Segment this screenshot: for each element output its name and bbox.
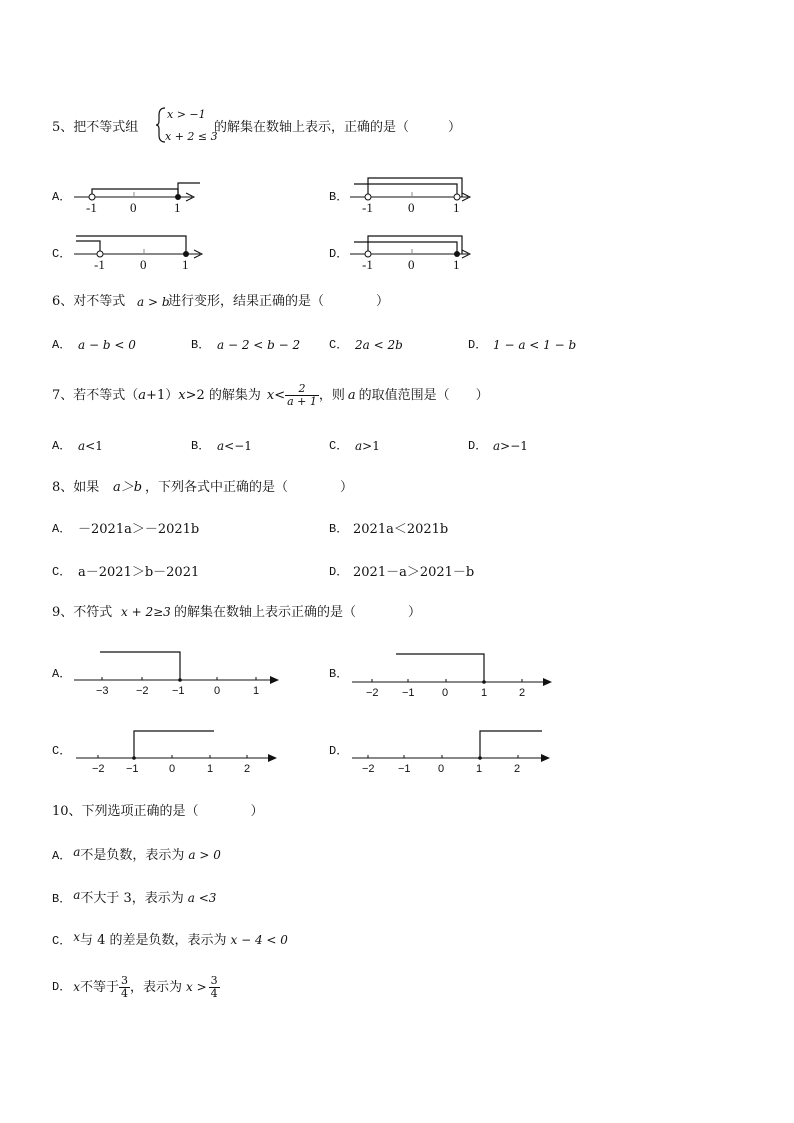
q6-option-d-label[interactable]: D． — [468, 338, 488, 352]
q7-stem-part: >2 的解集为 — [185, 387, 261, 403]
tick-label: −2 — [92, 763, 105, 775]
q10-option-d[interactable] — [52, 970, 220, 1004]
tick-label: −2 — [366, 687, 379, 699]
option-label: B． — [52, 892, 72, 906]
tick-label: 0 — [140, 257, 147, 272]
q8-option-a-expression[interactable]: －2021a＞－2021b — [78, 522, 200, 537]
option-text: ，表示为 — [130, 979, 183, 995]
q10-stem: 10、下列选项正确的是（ ） — [52, 804, 264, 819]
option-expression: x − 4 < 0 — [230, 933, 288, 947]
q6-option-c-expression[interactable]: 2a < 2b — [355, 338, 403, 352]
q10-option-c[interactable] — [52, 931, 288, 947]
tick-label: −2 — [136, 685, 149, 697]
q9-option-a-label[interactable]: A． — [52, 667, 72, 681]
tick-label: 0 — [169, 763, 176, 775]
option-fraction — [119, 975, 130, 999]
tick-label: −1 — [398, 763, 411, 775]
q6-option-d-expression[interactable]: 1 − a < 1 − b — [493, 338, 577, 352]
q7-var-a: a — [138, 387, 147, 403]
tick-label: 0 — [214, 685, 221, 697]
q9-option-c-number-line[interactable] — [76, 728, 291, 778]
tick-label: 2 — [514, 763, 521, 775]
tick-label: 2 — [519, 687, 526, 699]
tick-label: −1 — [402, 687, 415, 699]
q7-fraction — [285, 383, 319, 407]
tick-label: 1 — [174, 200, 181, 215]
tick-label: −2 — [362, 763, 375, 775]
option-text: 不大于 3，表示为 — [80, 891, 184, 906]
tick-label: 1 — [453, 257, 460, 272]
tick-label: 2 — [244, 763, 251, 775]
fraction-denominator: a + 1 — [287, 394, 317, 408]
option-expression: x > — [186, 980, 207, 994]
q8-option-b-label[interactable]: B． — [329, 522, 349, 536]
q6-stem-expression: a > b — [137, 295, 170, 309]
q7-var-a: a — [347, 387, 356, 403]
q7-stem-part: ，则 — [318, 387, 345, 403]
q5-lead: 5、把不等式组 — [52, 120, 139, 135]
q8-option-b-expression[interactable]: 2021a＜2021b — [353, 522, 449, 537]
option-label: A． — [52, 849, 72, 863]
tick-label: −3 — [96, 685, 109, 697]
option-text: 与 4 的差是负数，表示为 — [79, 933, 227, 948]
q8-option-d-expression[interactable]: 2021－a＞2021－b — [353, 565, 475, 580]
q5-option-a-label[interactable]: A． — [52, 190, 72, 204]
q6-option-c-label[interactable]: C． — [329, 338, 349, 352]
q7-stem-part: 7、若不等式（ — [52, 387, 139, 403]
q6-stem-end: 进行变形，结果正确的是（ ） — [168, 294, 390, 309]
q8-stem-start: 8、如果 — [52, 480, 100, 495]
q8-option-d-label[interactable]: D． — [329, 565, 349, 579]
tick-label: -1 — [86, 200, 97, 215]
tick-label: 1 — [207, 763, 214, 775]
q5-option-c-number-line[interactable] — [74, 235, 214, 275]
q5-option-c-label[interactable]: C． — [52, 247, 72, 261]
q8-option-a-label[interactable]: A． — [52, 522, 72, 536]
option-text: 不是负数，表示为 — [80, 848, 185, 863]
q7-option-d-expression[interactable]: a>−1 — [493, 439, 528, 453]
q7-var-x: x — [266, 387, 275, 403]
q5-system-line-1: x > −1 — [167, 108, 206, 121]
fraction-numerator: 3 — [121, 973, 128, 987]
option-variable: a — [73, 845, 81, 859]
q5-option-d-number-line[interactable] — [350, 235, 490, 275]
tick-label: 0 — [438, 763, 445, 775]
q5-tail: 的解集在数轴上表示，正确的是（ ） — [214, 120, 462, 135]
q8-option-c-expression[interactable]: a－2021＞b－2021 — [78, 565, 200, 580]
q7-less-than: < — [274, 387, 286, 403]
fraction-denominator: 4 — [210, 986, 218, 1000]
q7-option-c-label[interactable]: C． — [329, 439, 349, 453]
fraction-denominator: 4 — [121, 986, 128, 1000]
q5-option-a-number-line[interactable] — [74, 178, 214, 218]
option-expression: a > 0 — [188, 848, 221, 862]
option-fraction — [209, 975, 220, 999]
tick-label: 1 — [253, 685, 260, 697]
q8-stem-expression: a＞b — [113, 480, 143, 495]
q8-option-c-label[interactable]: C． — [52, 565, 72, 579]
q5-option-b-label[interactable]: B． — [329, 190, 349, 204]
fraction-numerator: 2 — [285, 383, 319, 396]
q5-system-line-2: x + 2 ≤ 3 — [165, 130, 218, 143]
option-variable: x — [73, 980, 80, 994]
q6-option-b-label[interactable]: B． — [191, 338, 211, 352]
q9-option-d-label[interactable]: D． — [329, 744, 349, 758]
q7-option-b-expression[interactable]: a<−1 — [217, 439, 252, 453]
tick-label: −1 — [126, 763, 139, 775]
q7-stem-part: 的取值范围是（ ） — [358, 387, 489, 403]
q7-option-b-label[interactable]: B． — [191, 439, 211, 453]
tick-label: 0 — [408, 257, 415, 272]
q7-var-x: x — [178, 387, 186, 403]
q5-option-d-label[interactable]: D． — [329, 247, 349, 261]
q7-stem — [52, 380, 489, 410]
q10-option-a[interactable] — [52, 846, 221, 862]
q9-stem-start: 9、不符式 — [52, 605, 113, 620]
q9-option-c-label[interactable]: C． — [52, 744, 72, 758]
q6-option-b-expression[interactable]: a − 2 < b − 2 — [217, 338, 301, 352]
q9-option-b-label[interactable]: B． — [329, 667, 349, 681]
tick-label: 1 — [481, 687, 488, 699]
q7-stem-part: +1） — [146, 387, 179, 403]
tick-label: 1 — [182, 257, 189, 272]
tick-label: -1 — [94, 257, 105, 272]
q10-option-b[interactable] — [52, 889, 216, 905]
q6-option-a-expression[interactable]: a − b < 0 — [78, 338, 136, 352]
q9-option-d-number-line[interactable] — [352, 728, 567, 778]
q7-option-a-label[interactable]: A． — [52, 439, 72, 453]
q6-option-a-label[interactable]: A． — [52, 338, 72, 352]
q9-option-a-number-line[interactable] — [74, 650, 289, 700]
q5-option-b-number-line[interactable] — [350, 178, 490, 218]
tick-label: -1 — [362, 257, 373, 272]
tick-label: 1 — [453, 200, 460, 215]
tick-label: -1 — [362, 200, 373, 215]
option-label: D． — [52, 980, 72, 994]
option-text: 不等于 — [79, 979, 119, 995]
option-label: C． — [52, 934, 72, 948]
option-variable: x — [73, 930, 80, 944]
q8-stem-end: ，下列各式中正确的是（ ） — [145, 480, 354, 495]
tick-label: −1 — [172, 685, 185, 697]
tick-label: 0 — [442, 687, 449, 699]
tick-label: 0 — [130, 200, 137, 215]
fraction-numerator: 3 — [210, 973, 218, 987]
q9-stem-expression: x + 2≥3 — [121, 605, 171, 619]
q9-stem-end: 的解集在数轴上表示正确的是（ ） — [174, 605, 422, 620]
option-variable: a — [73, 888, 81, 902]
tick-label: 1 — [476, 763, 483, 775]
option-expression: a <3 — [187, 891, 217, 905]
q7-option-d-label[interactable]: D． — [468, 439, 488, 453]
q9-option-b-number-line[interactable] — [352, 652, 567, 702]
tick-label: 0 — [408, 200, 415, 215]
q6-stem-start: 6、对不等式 — [52, 294, 126, 309]
q7-option-c-expression[interactable]: a>1 — [355, 439, 380, 453]
q7-option-a-expression[interactable]: a<1 — [78, 439, 103, 453]
